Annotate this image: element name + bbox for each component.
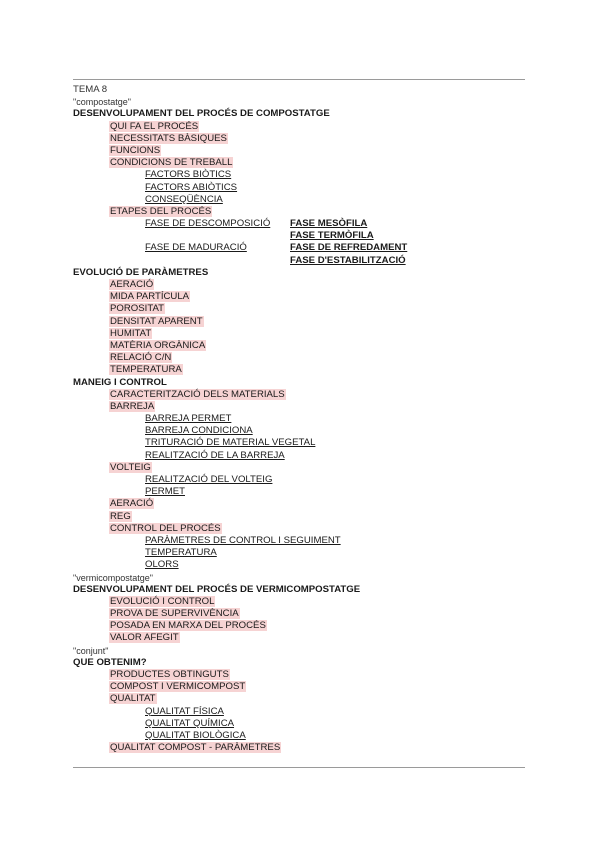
topic-caracteritzacio: CARACTERITZACIÓ DELS MATERIALS	[110, 388, 285, 400]
phase-estabilitzacio: FASE D'ESTABILITZACIÓ	[290, 254, 406, 266]
subtopic-fase-descomposicio: FASE DE DESCOMPOSICIÓ	[145, 218, 271, 230]
subtopic-barreja-permet: BARREJA PERMET	[145, 413, 232, 425]
phase-mesofila: FASE MESÒFILA	[290, 218, 368, 230]
topic-item: EVOLUCIÓ I CONTROL	[110, 595, 215, 607]
topic-barreja: BARREJA	[110, 400, 155, 412]
topic-qualitat-compost: QUALITAT COMPOST - PARÀMETRES	[110, 742, 281, 754]
section-title-que-obtenim: QUE OBTENIM?	[73, 656, 147, 668]
section-tag-conjunt: "conjunt"	[73, 645, 109, 656]
topic-necessitats: NECESSITATS BÀSIQUES	[110, 132, 227, 144]
topic-etapes: ETAPES DEL PROCÉS	[110, 205, 212, 217]
topic-item: VALOR AFEGIT	[110, 632, 179, 644]
section-title-compostatge: DESENVOLUPAMENT DEL PROCÉS DE COMPOSTATGE	[73, 108, 330, 120]
subtopic-barreja-condiciona: BARREJA CONDICIONA	[145, 425, 253, 437]
subtopic-realitzacio-volteig: REALITZACIÓ DEL VOLTEIG	[145, 474, 273, 485]
section-tag-compostatge: "compostatge"	[73, 97, 131, 108]
section-tag-vermicompostatge: "vermicompostatge"	[73, 572, 153, 583]
subtopic-olors: OLORS	[145, 559, 179, 571]
topic-item: POSADA EN MARXA DEL PROCÉS	[110, 620, 266, 632]
top-divider	[73, 79, 525, 80]
parameter-item: DENSITAT APARENT	[110, 315, 203, 327]
section-title-evolucio: EVOLUCIÓ DE PARÀMETRES	[73, 266, 209, 278]
subtopic-trituracio: TRITURACIÓ DE MATERIAL VEGETAL	[145, 437, 316, 449]
topic-condicions: CONDICIONS DE TREBALL	[110, 157, 233, 169]
tema-label: TEMA 8	[73, 84, 108, 95]
subtopic-qualitat-quimica: QUALITAT QUÍMICA	[145, 717, 235, 729]
topic-item: PROVA DE SUPERVIVÈNCIA	[110, 608, 239, 620]
subtopic-realitzacio-barreja: REALITZACIÓ DE LA BARREJA	[145, 449, 285, 461]
topic-aeracio: AERACIÓ	[110, 498, 154, 510]
topic-funcions: FUNCIONS	[110, 144, 161, 156]
subtopic-factors-abiotics: FACTORS ABIÒTICS	[145, 181, 238, 193]
parameter-item: RELACIÓ C/N	[110, 352, 172, 364]
topic-volteig: VOLTEIG	[110, 461, 151, 473]
topic-qualitat: QUALITAT	[110, 693, 156, 705]
subtopic-temperatura: TEMPERATURA	[145, 547, 217, 559]
document-outline	[73, 84, 533, 754]
subtopic-consequencia: CONSEQÜÈNCIA	[145, 193, 223, 205]
topic-control: CONTROL DEL PROCÉS	[110, 522, 221, 534]
parameter-item: TEMPERATURA	[110, 364, 182, 376]
topic-reg: REG	[110, 510, 131, 522]
parameter-item: MATÈRIA ORGÀNICA	[110, 339, 206, 351]
subtopic-qualitat-fisica: QUALITAT FÍSICA	[145, 705, 224, 717]
section-title-maneig: MANEIG I CONTROL	[73, 376, 167, 388]
parameter-item: MIDA PARTÍCULA	[110, 291, 190, 303]
phase-refredament: FASE DE REFREDAMENT	[290, 242, 408, 254]
section-title-vermicompostatge: DESENVOLUPAMENT DEL PROCÉS DE VERMICOMPOSTATGE	[73, 583, 361, 595]
topic-compost: COMPOST I VERMICOMPOST	[110, 681, 246, 693]
bottom-divider	[73, 767, 525, 768]
subtopic-qualitat-biologica: QUALITAT BIOLÒGICA	[145, 729, 246, 741]
subtopic-factors-biotics: FACTORS BIÒTICS	[145, 169, 232, 181]
subtopic-permet: PERMET	[145, 486, 185, 498]
topic-qui-fa: QUI FA EL PROCÉS	[110, 120, 199, 132]
subtopic-fase-maduracio: FASE DE MADURACIÓ	[145, 242, 247, 254]
parameter-item: POROSITAT	[110, 303, 165, 315]
parameter-item: HUMITAT	[110, 327, 152, 339]
subtopic-parametres-control: PARÀMETRES DE CONTROL I SEGUIMENT	[145, 534, 341, 546]
phase-termofila: FASE TERMÒFILA	[290, 230, 374, 242]
parameter-item: AERACIÓ	[110, 279, 154, 290]
topic-productes: PRODUCTES OBTINGUTS	[110, 669, 229, 680]
